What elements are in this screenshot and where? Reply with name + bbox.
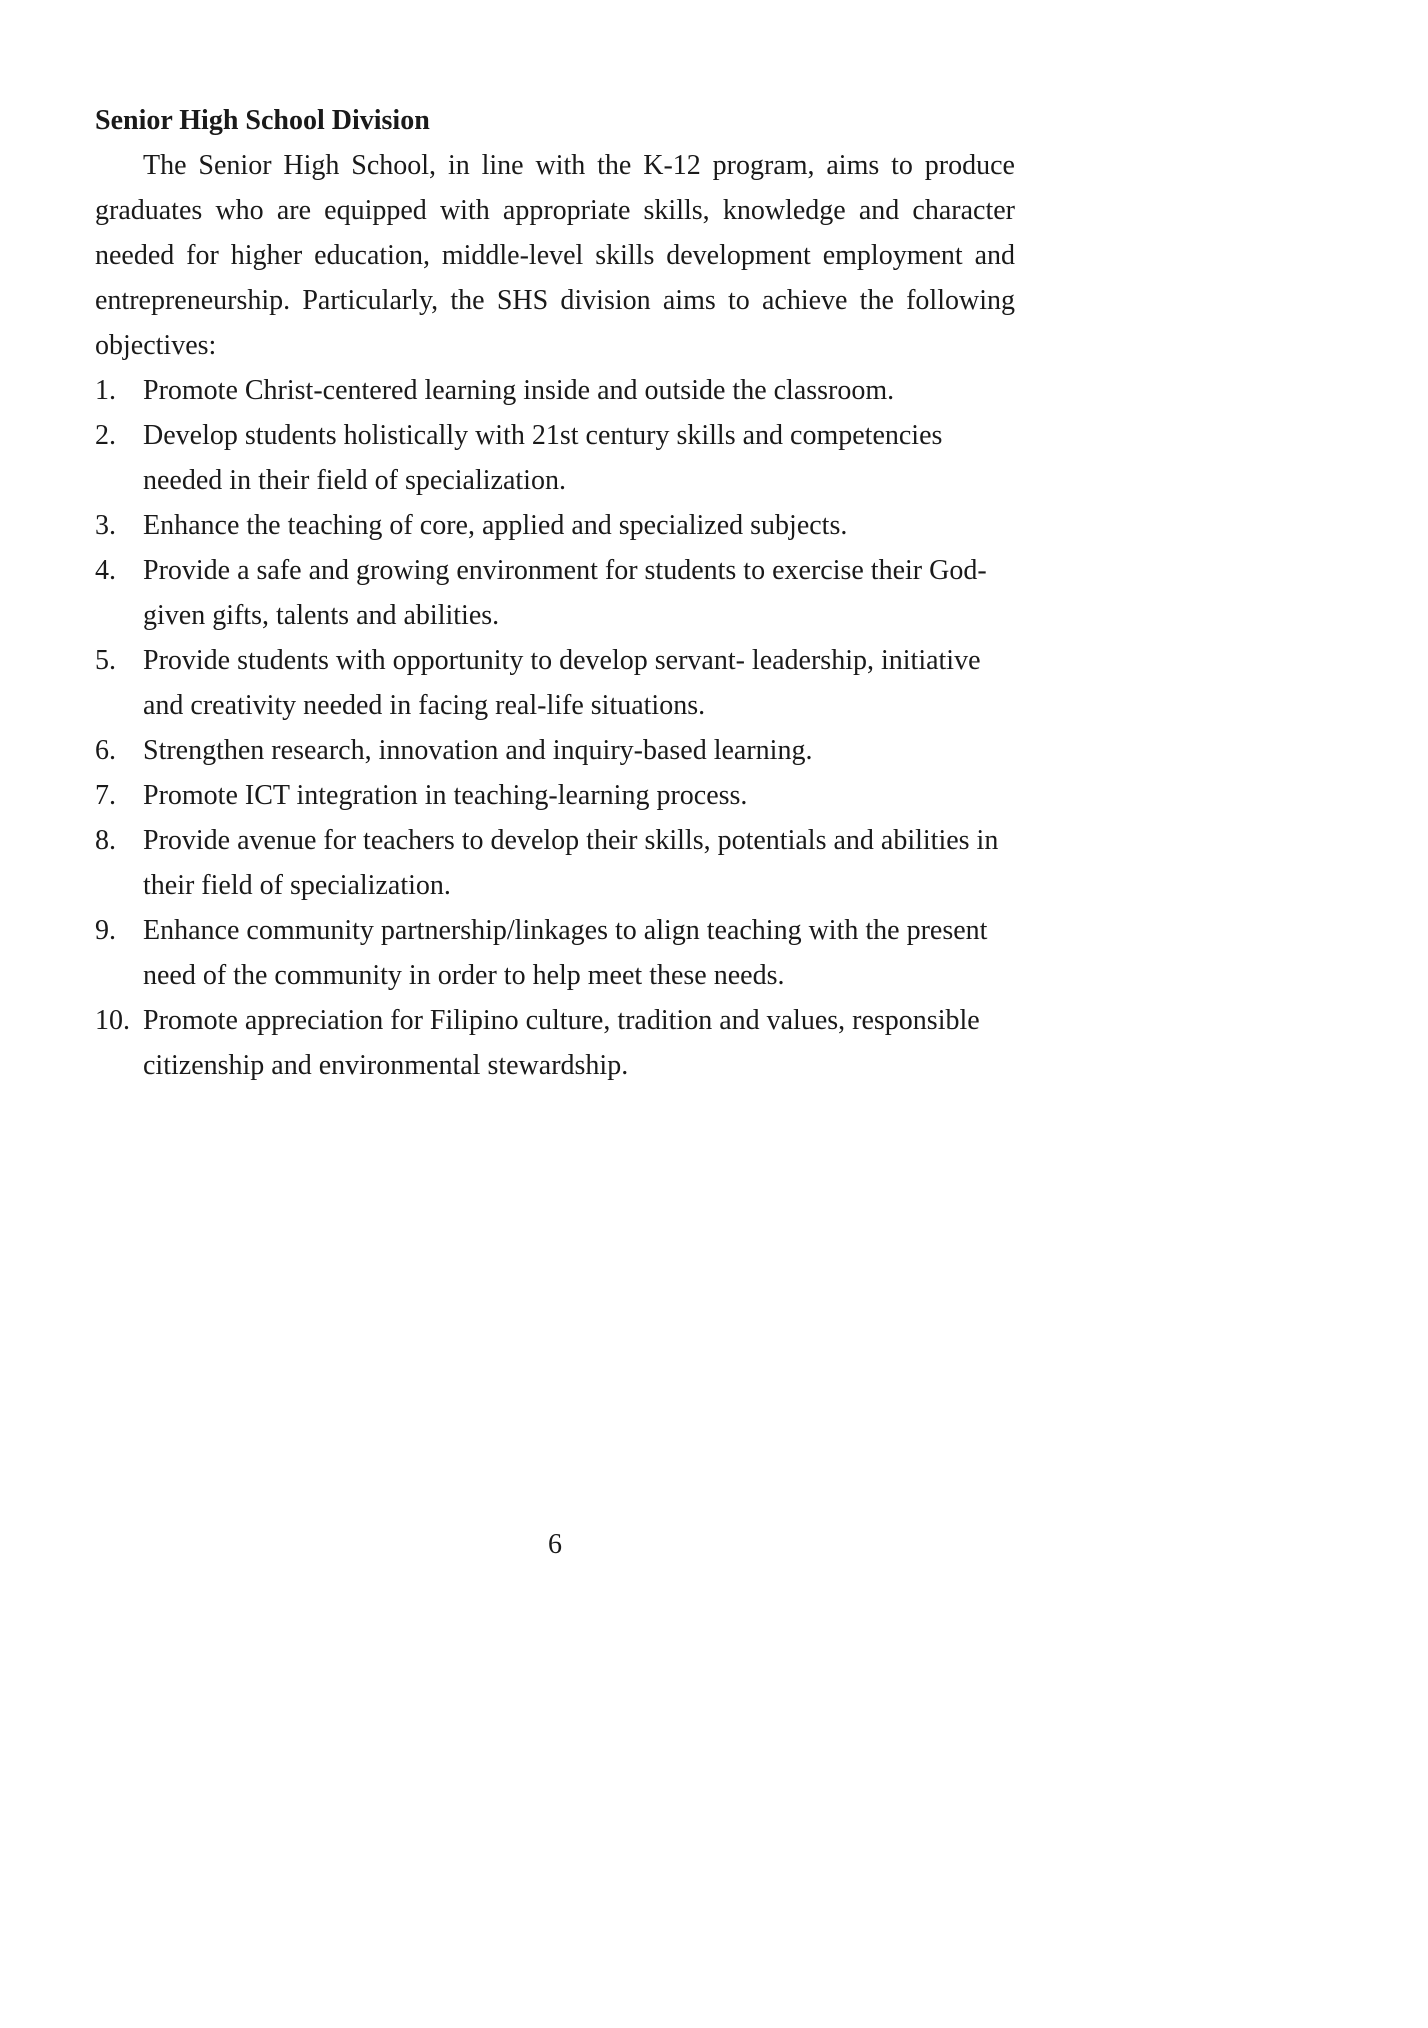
list-item-text: Provide a safe and growing environment for students to exercise their God-given gifts, talents and abilities. <box>143 555 987 631</box>
list-item <box>95 638 1015 728</box>
list-item-number: 8. <box>95 825 116 856</box>
list-item <box>95 728 1015 773</box>
page-number: 6 <box>548 1529 562 1560</box>
list-item-number: 1. <box>95 375 116 406</box>
intro-paragraph: The Senior High School, in line with the K-12 program, aims to produce graduates who are equipped with appropriate skills, knowledge and character needed for higher education, middle-level skills development employment and entrepreneurship. Particularly, the SHS division aims to achieve the following objectives: <box>95 150 1015 361</box>
list-item-text: Provide students with opportunity to develop servant- leadership, initiative and creativity needed in facing real-life situations. <box>143 645 981 721</box>
section-heading: Senior High School Division <box>95 105 430 136</box>
list-item-number: 6. <box>95 735 116 766</box>
list-item-text: Promote ICT integration in teaching-learning process. <box>143 780 748 811</box>
list-item-number: 5. <box>95 645 116 676</box>
list-item <box>95 548 1015 638</box>
list-item-text: Enhance community partnership/linkages to align teaching with the present need of the community in order to help meet these needs. <box>143 915 988 991</box>
list-item-number: 9. <box>95 915 116 946</box>
list-item <box>95 368 1015 413</box>
list-item-text: Provide avenue for teachers to develop their skills, potentials and abilities in their field of specialization. <box>143 825 999 901</box>
page-content <box>95 98 1015 1088</box>
list-item-number: 3. <box>95 510 116 541</box>
list-item-number: 2. <box>95 420 116 451</box>
list-item-number: 4. <box>95 555 116 586</box>
list-item-text: Develop students holistically with 21st century skills and competencies needed in their field of specialization. <box>143 420 943 496</box>
list-item-text: Promote appreciation for Filipino culture, tradition and values, responsible citizenship and environmental stewardship. <box>143 1005 980 1081</box>
list-item <box>95 773 1015 818</box>
list-item <box>95 998 1015 1088</box>
objectives-list <box>95 368 1015 1088</box>
list-item-number: 10. <box>95 1005 130 1036</box>
list-item <box>95 413 1015 503</box>
list-item <box>95 503 1015 548</box>
list-item <box>95 908 1015 998</box>
list-item-number: 7. <box>95 780 116 811</box>
list-item-text: Strengthen research, innovation and inquiry-based learning. <box>143 735 813 766</box>
list-item-text: Promote Christ-centered learning inside and outside the classroom. <box>143 375 895 406</box>
list-item-text: Enhance the teaching of core, applied and specialized subjects. <box>143 510 848 541</box>
list-item <box>95 818 1015 908</box>
